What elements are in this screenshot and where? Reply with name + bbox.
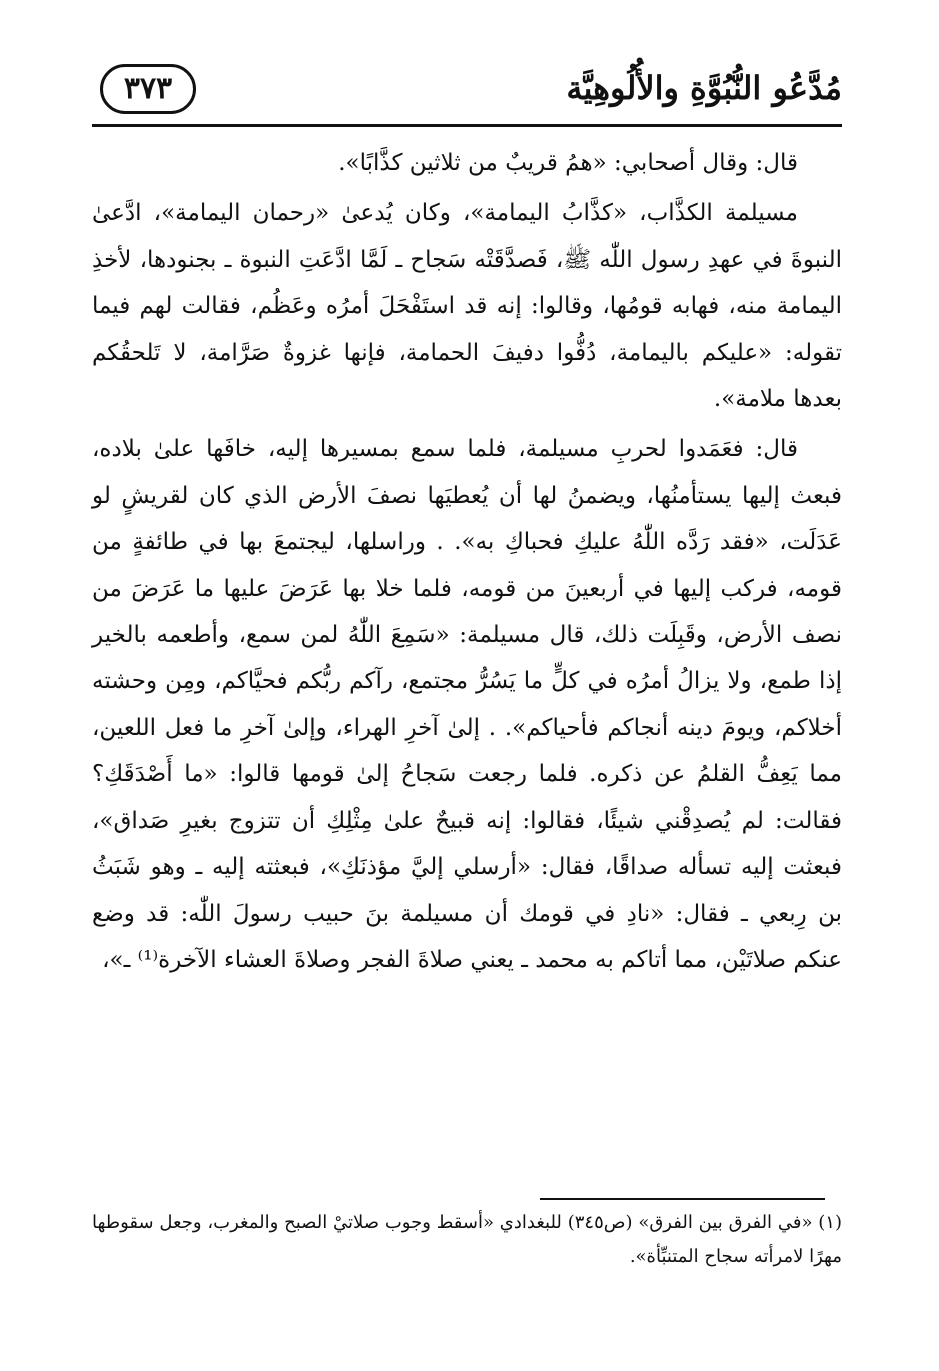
footnote-1: (١) «في الفرق بين الفرق» (ص٣٤٥) للبغدادي «أسقط وجوب صلاتيْ الصبح والمغرب، وجعل سقوطها مهرًا لامرأته سجاح المتنبِّأة». (92, 1212, 842, 1267)
paragraph-1: قال: وقال أصحابي: «همُ قريبٌ من ثلاثين كذَّابًا». (338, 150, 798, 176)
header-divider (92, 124, 842, 127)
footnotes (92, 1206, 842, 1274)
page-number: ٣٧٣ (123, 71, 173, 106)
paragraph-2: مسيلمة الكذَّاب، «كذَّابُ اليمامة»، وكان يُدعىٰ «رحمان اليمامة»، ادَّعىٰ النبوةَ في عهدِ رسول اللّٰه ﷺ، فَصدَّقَتْه سَجاح ـ لَمَّا ادَّعَتِ النبوة ـ بجنودها، لأخذِ اليمامة منه، فهابه قومُها، وقالوا: إنه قد استَفْحَلَ أمرُه وعَظُم، فقالت لهم فيما تقوله: «عليكم باليمامة، دُفُّوا دفيفَ الحمامة، فإنها غزوةٌ صَرَّامة، لا تَلحقُكم بعدها ملامة». (92, 200, 842, 413)
main-text (92, 140, 842, 983)
page-number-badge (100, 64, 196, 114)
footnote-divider (540, 1198, 825, 1200)
paragraph-3: قال: فعَمَدوا لحربِ مسيلمة، فلما سمع بمسيرها إليه، خافَها علىٰ بلاده، فبعث إليها يستأمنُها، ويضمنُ لها أن يُعطيَها نصفَ الأرض الذي كان لقريشٍ لو عَدَلَت، «فقد رَدَّه اللّٰهُ عليكِ فحباكِ به». . وراسلها، ليجتمعَ بها في طائفةٍ من قومه، فركب إليها في أربعينَ من قومه، فلما خلا بها عَرَضَ عليها ما عَرَضَ من نصف الأرض، وقَبِلَت ذلك، قال مسيلمة: «سَمِعَ اللّٰهُ لمن سمع، وأطعمه بالخير إذا طمع، ولا يزالُ أمرُه في كلٍّ ما يَسُرُّ مجتمع، رآكم ربُّكم فحيَّاكم، ومِن وحشته أخلاكم، ويومَ دينه أنجاكم فأحياكم». . إلىٰ آخرِ الهراء، وإلىٰ آخرِ ما فعل اللعين، مما يَعِفُّ القلمُ عن ذكره. فلما رجعت سَجاحُ إلىٰ قومها قالوا: «ما أَصْدَقَكِ؟ فقالت: لم يُصدِقْني شيئًا، فقالوا: إنه قبيحٌ علىٰ مِثْلِكِ أن تتزوج بغيرِ صَداق»، فبعثت إليه تسأله صداقًا، فقال: «أرسلي إليَّ مؤذنَكِ»، فبعثته إليه ـ وهو شَبَثُ بن رِبعي ـ فقال: «نادِ في قومك أن مسيلمة بنَ حبيب رسولَ اللّٰه: قد وضع عنكم صلاتَيْن، مما أتاكم به محمد ـ يعني صلاةَ الفجر وصلاةَ العشاء الآخرة⁽¹⁾ ـ»، (92, 436, 842, 973)
header-title: مُدَّعُو النُّبُوَّةِ والأُلُوهِيَّة (566, 69, 842, 107)
running-header (92, 58, 842, 130)
